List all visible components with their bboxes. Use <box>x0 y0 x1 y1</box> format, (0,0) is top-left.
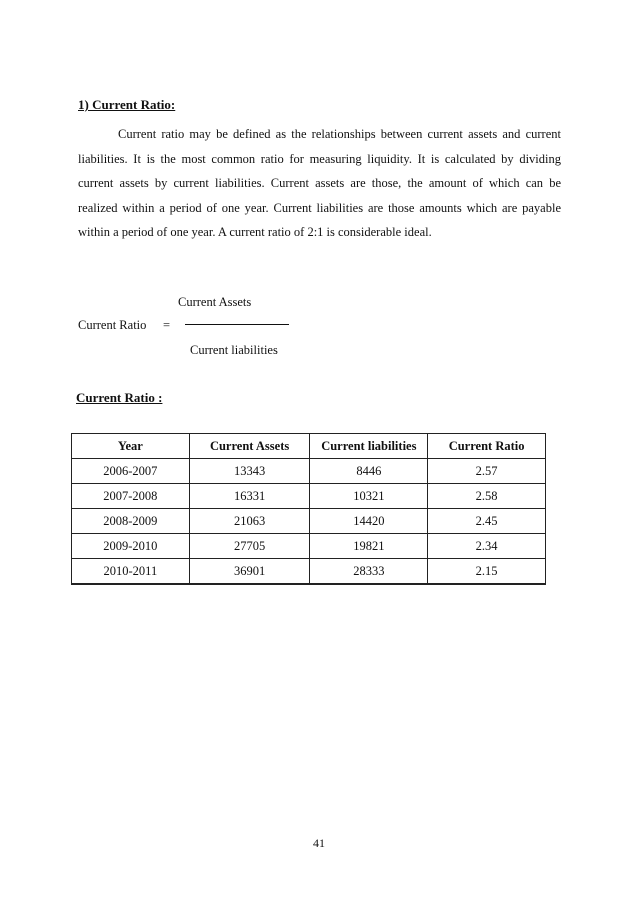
column-header-year: Year <box>72 434 190 459</box>
cell-year: 2010-2011 <box>72 559 190 585</box>
column-header-current-ratio: Current Ratio <box>428 434 546 459</box>
formula-equals-sign: = <box>163 318 171 332</box>
cell-current-liabilities: 8446 <box>310 459 428 484</box>
table-row <box>72 484 546 509</box>
formula-denominator: Current liabilities <box>190 343 278 357</box>
cell-current-liabilities: 10321 <box>310 484 428 509</box>
cell-current-liabilities: 28333 <box>310 559 428 585</box>
section-heading: 1) Current Ratio: <box>78 97 176 112</box>
formula-label: Current Ratio <box>78 318 147 332</box>
table-row <box>72 459 546 484</box>
cell-current-ratio: 2.58 <box>428 484 546 509</box>
cell-current-assets: 13343 <box>189 459 310 484</box>
table-row <box>72 534 546 559</box>
cell-current-assets: 21063 <box>189 509 310 534</box>
cell-year: 2007-2008 <box>72 484 190 509</box>
cell-current-ratio: 2.34 <box>428 534 546 559</box>
cell-current-liabilities: 14420 <box>310 509 428 534</box>
cell-year: 2009-2010 <box>72 534 190 559</box>
cell-current-assets: 36901 <box>189 559 310 585</box>
table-heading: Current Ratio : <box>76 390 163 405</box>
definition-paragraph: Current ratio may be defined as the relationships between current assets and current liabilities. It is the most common ratio for measuring liquidity. It is calculated by dividing current assets by current liabilities. Current assets are those, the amount of which can be realized within a period of one year. Current liabilities are those amounts which are payable within a period of one year. A current ratio of 2:1 is considerable ideal. <box>78 127 561 239</box>
current-ratio-table <box>71 433 546 585</box>
formula-numerator: Current Assets <box>178 295 252 309</box>
column-header-current-liabilities: Current liabilities <box>310 434 428 459</box>
cell-current-liabilities: 19821 <box>310 534 428 559</box>
fraction-line <box>185 324 289 325</box>
cell-current-ratio: 2.45 <box>428 509 546 534</box>
cell-year: 2006-2007 <box>72 459 190 484</box>
cell-current-assets: 27705 <box>189 534 310 559</box>
cell-current-ratio: 2.15 <box>428 559 546 585</box>
cell-current-assets: 16331 <box>189 484 310 509</box>
page-number: 41 <box>313 836 325 850</box>
table-row <box>72 559 546 585</box>
table-row <box>72 509 546 534</box>
cell-current-ratio: 2.57 <box>428 459 546 484</box>
table-header-row <box>72 434 546 459</box>
cell-year: 2008-2009 <box>72 509 190 534</box>
column-header-current-assets: Current Assets <box>189 434 310 459</box>
